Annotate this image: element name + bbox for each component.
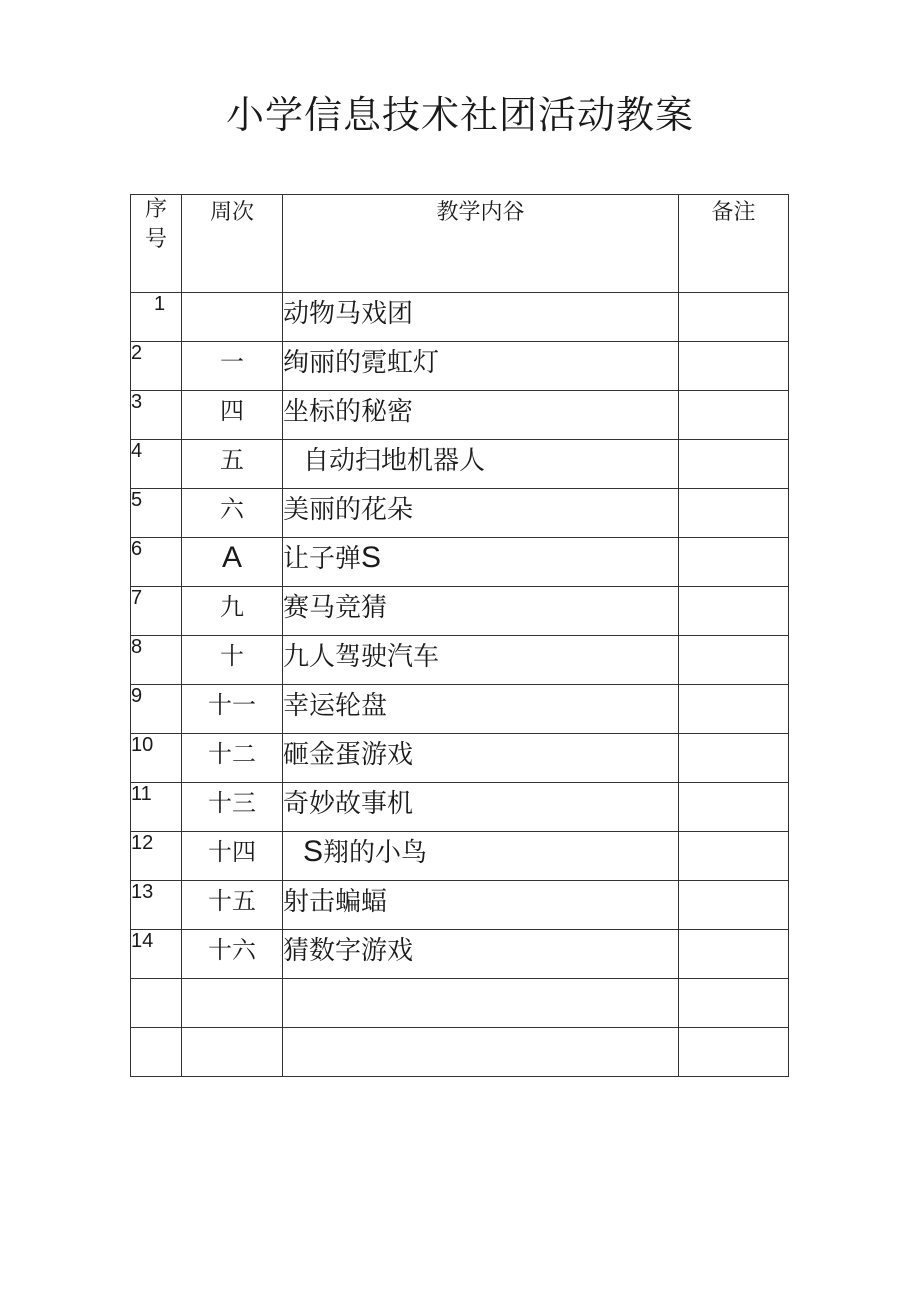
- row-week: 六: [182, 489, 283, 538]
- row-number: [131, 979, 182, 1028]
- row-content: [283, 538, 679, 587]
- row-note: [679, 636, 789, 685]
- row-note: [679, 685, 789, 734]
- row-number: 14: [131, 930, 182, 979]
- row-content: [283, 832, 679, 881]
- row-week: 五: [182, 440, 283, 489]
- row-content: [283, 1028, 679, 1077]
- row-number: [131, 1028, 182, 1077]
- row-note: [679, 391, 789, 440]
- row-number: 3: [131, 391, 182, 440]
- row-number: 9: [131, 685, 182, 734]
- table-row: [131, 587, 789, 636]
- row-note: [679, 1028, 789, 1077]
- row-number: 4: [131, 440, 182, 489]
- header-week: 周次: [182, 195, 283, 293]
- table-row: [131, 832, 789, 881]
- table-row: [131, 685, 789, 734]
- row-week: 一: [182, 342, 283, 391]
- row-week: A: [182, 538, 283, 587]
- row-note: [679, 440, 789, 489]
- table-row: [131, 391, 789, 440]
- row-week: [182, 979, 283, 1028]
- row-content: 美丽的花朵: [283, 489, 679, 538]
- row-number: 13: [131, 881, 182, 930]
- row-number: 11: [131, 783, 182, 832]
- row-content: 九人驾驶汽车: [283, 636, 679, 685]
- row-week: 十三: [182, 783, 283, 832]
- row-note: [679, 587, 789, 636]
- row-week: 九: [182, 587, 283, 636]
- table-row: [131, 489, 789, 538]
- row-week: 十四: [182, 832, 283, 881]
- table-row: [131, 881, 789, 930]
- table-row: [131, 342, 789, 391]
- row-content: [283, 979, 679, 1028]
- row-number: 2: [131, 342, 182, 391]
- header-content: 教学内谷: [283, 195, 679, 293]
- header-note: 备注: [679, 195, 789, 293]
- row-note: [679, 342, 789, 391]
- row-content: 绚丽的霓虹灯: [283, 342, 679, 391]
- row-content: 砸金蛋游戏: [283, 734, 679, 783]
- row-content: 射击蝙蝠: [283, 881, 679, 930]
- row-note: [679, 489, 789, 538]
- table-row: [131, 440, 789, 489]
- row-week: 十六: [182, 930, 283, 979]
- page-title: 小学信息技术社团活动教案: [225, 93, 694, 137]
- row-content: 自动扫地机器人: [283, 440, 679, 489]
- row-note: [679, 538, 789, 587]
- row-week: 十一: [182, 685, 283, 734]
- row-week: 十: [182, 636, 283, 685]
- row-note: [679, 783, 789, 832]
- row-week: 十五: [182, 881, 283, 930]
- row-number: 6: [131, 538, 182, 587]
- row-number: 1: [131, 293, 182, 342]
- row-content-text: 翔的小鸟: [323, 838, 428, 868]
- row-number: 12: [131, 832, 182, 881]
- row-week: [182, 293, 283, 342]
- row-content: 坐标的秘密: [283, 391, 679, 440]
- row-week: 四: [182, 391, 283, 440]
- table-row: [131, 979, 789, 1028]
- row-content-text: 让子弹: [283, 544, 362, 574]
- table-row: [131, 1028, 789, 1077]
- row-content: 猜数字游戏: [283, 930, 679, 979]
- row-note: [679, 881, 789, 930]
- row-note: [679, 979, 789, 1028]
- row-note: [679, 293, 789, 342]
- table-row: [131, 783, 789, 832]
- row-content: 幸运轮盘: [283, 685, 679, 734]
- row-number: 5: [131, 489, 182, 538]
- row-content: 动物马戏团: [283, 293, 679, 342]
- row-note: [679, 930, 789, 979]
- row-number: 10: [131, 734, 182, 783]
- table-header-row: [131, 195, 789, 293]
- header-serial-number: 序 号: [131, 195, 182, 293]
- row-content: 赛马竞猜: [283, 587, 679, 636]
- row-note: [679, 832, 789, 881]
- row-week: 十二: [182, 734, 283, 783]
- table-row: [131, 636, 789, 685]
- row-content: 奇妙故事机: [283, 783, 679, 832]
- row-number: 8: [131, 636, 182, 685]
- table-row: [131, 538, 789, 587]
- table-row: [131, 734, 789, 783]
- row-note: [679, 734, 789, 783]
- row-content-prefix: S: [303, 835, 324, 868]
- lesson-plan-table: [130, 194, 789, 1077]
- table-row: [131, 293, 789, 342]
- table-row: [131, 930, 789, 979]
- row-number: 7: [131, 587, 182, 636]
- row-content-suffix: S: [361, 541, 382, 574]
- row-week: [182, 1028, 283, 1077]
